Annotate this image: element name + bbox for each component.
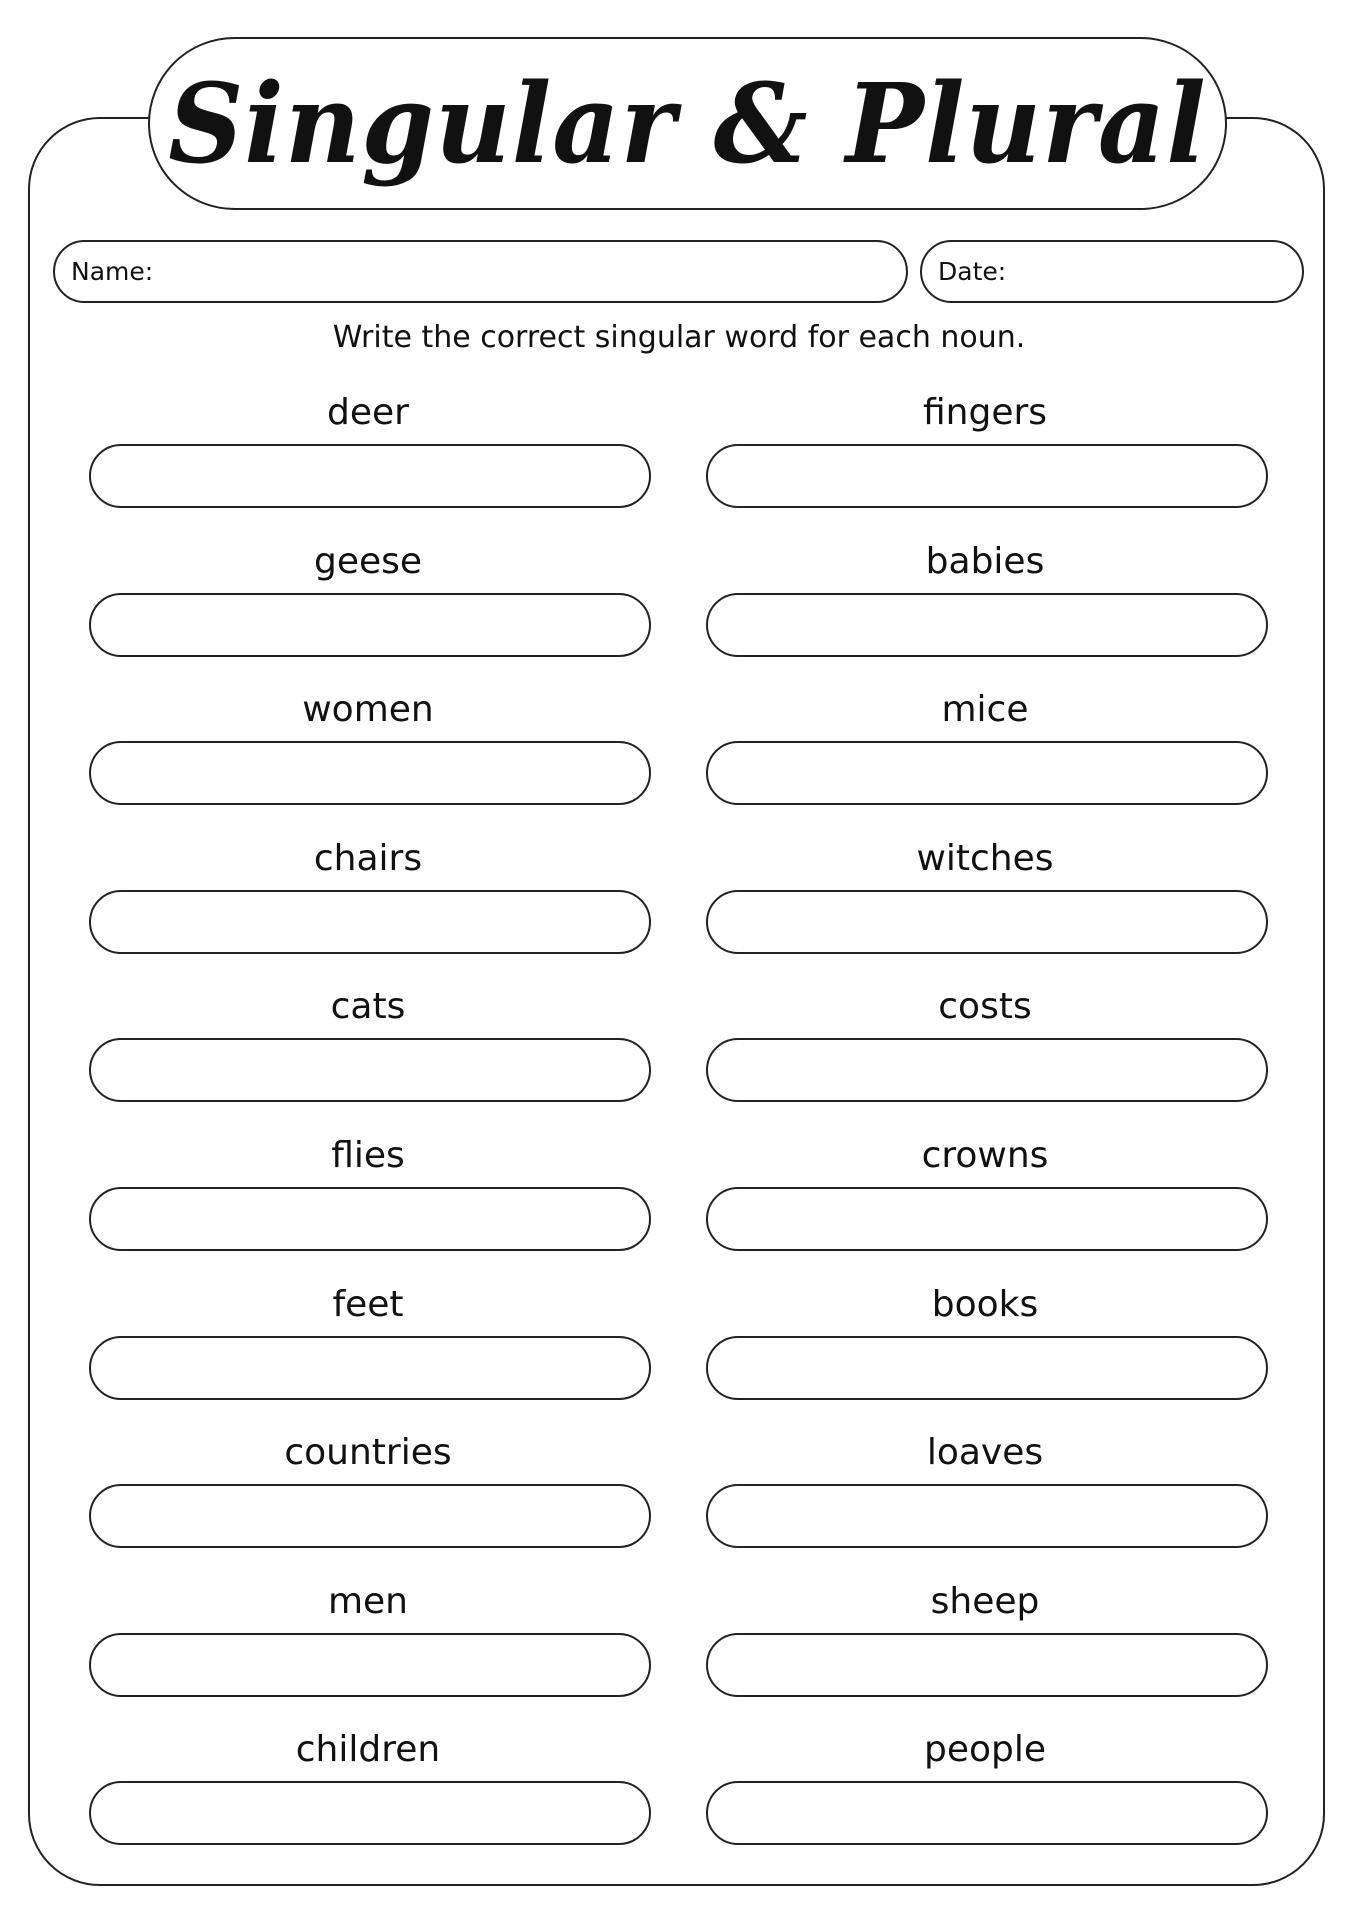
noun-label-left: cats — [330, 986, 406, 1028]
answer-box-left[interactable] — [89, 593, 651, 657]
answer-box-right[interactable] — [706, 1484, 1268, 1548]
answer-box-right[interactable] — [706, 444, 1268, 508]
answer-box-left[interactable] — [89, 1336, 651, 1400]
title-banner — [148, 37, 1227, 210]
answer-box-right[interactable] — [706, 1781, 1268, 1845]
name-label: Name: — [71, 257, 154, 286]
answer-box-left[interactable] — [89, 1484, 651, 1548]
noun-label-right: books — [931, 1283, 1039, 1325]
noun-label-right: loaves — [926, 1432, 1044, 1474]
noun-label-left: children — [295, 1729, 441, 1771]
noun-label-right: people — [923, 1729, 1047, 1771]
name-field[interactable] — [53, 240, 908, 303]
noun-label-left: countries — [284, 1432, 452, 1474]
answer-box-right[interactable] — [706, 890, 1268, 954]
answer-box-left[interactable] — [89, 1633, 651, 1697]
noun-label-right: crowns — [921, 1135, 1049, 1176]
answer-box-left[interactable] — [89, 1187, 651, 1251]
noun-label-right: witches — [916, 837, 1054, 879]
noun-label-left: women — [302, 689, 434, 731]
answer-box-left[interactable] — [89, 741, 651, 805]
noun-label-left: men — [327, 1580, 409, 1622]
noun-label-left: feet — [332, 1283, 404, 1325]
answer-box-right[interactable] — [706, 1336, 1268, 1400]
answer-box-left[interactable] — [89, 890, 651, 954]
noun-label-right: sheep — [930, 1580, 1040, 1622]
answer-box-left[interactable] — [89, 1038, 651, 1102]
answer-box-right[interactable] — [706, 741, 1268, 805]
date-field[interactable] — [920, 240, 1304, 303]
answer-box-right[interactable] — [706, 1187, 1268, 1251]
answer-box-left[interactable] — [89, 1781, 651, 1845]
noun-label-right: costs — [938, 986, 1032, 1028]
instruction-text: Write the correct singular word for each noun. — [332, 320, 1026, 355]
noun-label-right: mice — [941, 689, 1029, 731]
noun-label-left: flies — [331, 1135, 405, 1176]
noun-label-left: chairs — [313, 837, 423, 879]
answer-box-right[interactable] — [706, 1633, 1268, 1697]
noun-label-right: babies — [925, 540, 1045, 582]
noun-label-left: geese — [313, 540, 423, 582]
date-label: Date: — [938, 257, 1007, 286]
page-title: Singular & Plural — [168, 58, 1207, 189]
noun-label-right: fingers — [922, 392, 1048, 433]
answer-box-right[interactable] — [706, 1038, 1268, 1102]
noun-label-left: deer — [327, 392, 409, 433]
answer-box-right[interactable] — [706, 593, 1268, 657]
answer-box-left[interactable] — [89, 444, 651, 508]
